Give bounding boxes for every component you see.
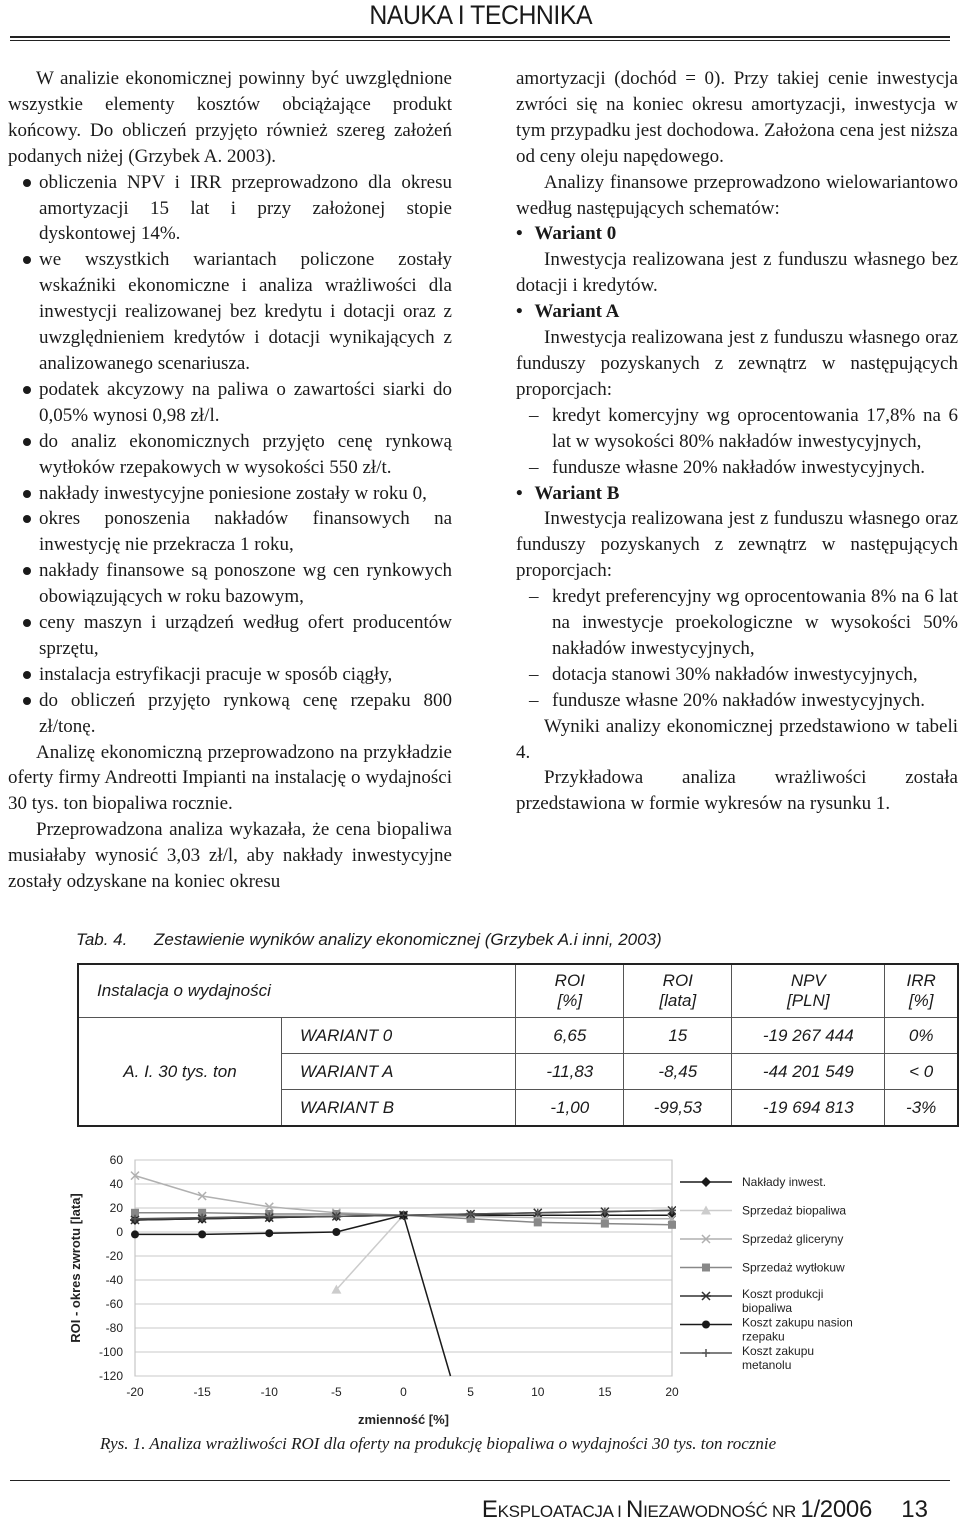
y-tick-label: 60 xyxy=(109,1153,123,1167)
table-cell: -3% xyxy=(885,1090,958,1127)
results-paragraph: Wyniki analizy ekonomicznej przedstawiono w tabeli 4. xyxy=(516,715,958,763)
assumption-bullet: nakłady inwestycyjne poniesione zostały w roku 0, xyxy=(8,481,452,507)
x-tick-label: 20 xyxy=(665,1385,679,1399)
y-tick-label: -120 xyxy=(98,1369,123,1383)
legend-label: metanolu xyxy=(742,1358,792,1372)
table-header-row xyxy=(78,964,958,1018)
x-tick-label: -10 xyxy=(260,1385,278,1399)
data-point xyxy=(601,1220,609,1228)
data-point xyxy=(265,1229,273,1237)
variant-a-item: – fundusze własne 20% nakładów inwestycyjnych. xyxy=(516,455,958,481)
table-cell: 0% xyxy=(885,1018,958,1054)
table-cell: -1,00 xyxy=(516,1090,624,1127)
x-tick-label: 5 xyxy=(467,1385,474,1399)
x-tick-label: -5 xyxy=(331,1385,342,1399)
assumption-bullet: we wszystkich wariantach policzone zostały wskaźniki ekonomiczne i analiza wrażliwości dla inwestycji realizowanej bez kredytu i dotacji oraz z uwzględnieniem kredytów i dotacji wynikających z analizowanego scenariusza. xyxy=(8,247,452,377)
y-tick-label: -100 xyxy=(98,1345,123,1359)
y-tick-label: 0 xyxy=(116,1225,123,1239)
legend-marker xyxy=(702,1321,710,1329)
series-line xyxy=(336,1215,403,1289)
table-cell: 15 xyxy=(624,1018,732,1054)
plot-frame xyxy=(135,1160,672,1376)
analysis-paragraph: Analizę ekonomiczną przeprowadzono na przykładzie oferty firmy Andreotti Impianti na instalację o wydajności 30 tys. ton biopaliwa rocznie. xyxy=(8,741,452,815)
sensitivity-paragraph: Przykładowa analiza wrażliwości została przedstawiona w formie wykresów na rysunku 1. xyxy=(516,767,958,815)
variant-b-text: Inwestycja realizowana jest z funduszu własnego oraz funduszy pozyskanych z zewnątrz w następujących proporcjach: xyxy=(516,508,958,582)
table-row xyxy=(78,1018,958,1054)
page-number: 13 xyxy=(901,1496,928,1523)
variant-a-heading: • Wariant A xyxy=(516,299,958,325)
data-point xyxy=(332,1228,340,1236)
assumption-bullet: nakłady finansowe są ponoszone wg cen rynkowych obowiązujących w roku bazowym, xyxy=(8,558,452,610)
footer-rule xyxy=(10,1480,950,1481)
table-cell: < 0 xyxy=(885,1054,958,1090)
column-header: IRR [%] xyxy=(885,964,958,1018)
bullet-icon xyxy=(23,256,31,264)
legend-label: biopaliwa xyxy=(742,1301,793,1315)
legend-marker xyxy=(702,1264,710,1272)
dash-icon: – xyxy=(529,689,539,711)
intro-paragraph: W analizie ekonomicznej powinny być uwzględnione wszystkie elementy kosztów obciążające produkt końcowy. Do obliczeń przyjęto również szereg założeń podanych niżej (Grzybek A. 2003). xyxy=(8,68,452,167)
table-cell: 6,65 xyxy=(516,1018,624,1054)
legend-label: Koszt zakupu nasion xyxy=(742,1315,853,1330)
sensitivity-chart xyxy=(60,1150,960,1430)
journal-footer: EKSPLOATACJA I NIEZAWODNOŚĆ NR 1/2006 xyxy=(481,1496,872,1523)
table-caption-label: Tab. 4. xyxy=(76,930,128,949)
table-caption-text: Zestawienie wyników analizy ekonomicznej (Grzybek A.i inni, 2003) xyxy=(154,930,662,949)
variant-b-item: – kredyt preferencyjny wg oprocentowania 8% na 6 lat na inwestycje proekologiczne w wysokości 50% nakładów inwestycyjnych, xyxy=(529,586,958,659)
left-column xyxy=(8,66,452,895)
x-tick-label: -15 xyxy=(193,1385,211,1399)
y-tick-label: -80 xyxy=(105,1321,123,1335)
legend-label: Nakłady inwest. xyxy=(742,1175,827,1189)
data-point xyxy=(198,1230,206,1238)
legend-label: rzepaku xyxy=(742,1329,785,1344)
variant-cell: WARIANT B xyxy=(282,1090,516,1127)
variant-b-heading: • Wariant B xyxy=(516,481,958,507)
assumption-bullet: do analiz ekonomicznych przyjęto cenę rynkową wytłoków rzepakowych w wysokości 550 zł/t. xyxy=(8,429,452,481)
y-axis-label: ROI - okres zwrotu [lata] xyxy=(68,1193,83,1343)
data-point xyxy=(534,1218,542,1226)
dash-icon: – xyxy=(529,456,539,478)
variant-b-item: – dotacja stanowi 30% nakładów inwestycyjnych, xyxy=(516,662,958,688)
continuation-paragraph: amortyzacji (dochód = 0). Przy takiej cenie inwestycja zwróci się na koniec okresu amortyzacji, inwestycja w tym przypadku jest dochodowa. Założona cena jest niższa od ceny oleju napędowego. xyxy=(516,68,958,167)
table-cell: -19 267 444 xyxy=(732,1018,885,1054)
x-tick-label: 15 xyxy=(598,1385,612,1399)
result-paragraph: Przeprowadzona analiza wykazała, że cena biopaliwa musiałaby wynosić 3,03 zł/l, aby nakłady inwestycyjne zostały odzyskane na koniec okresu xyxy=(8,819,452,893)
column-header: ROI [lata] xyxy=(624,964,732,1018)
figure-caption: Rys. 1. Analiza wrażliwości ROI dla oferty na produkcję biopaliwa o wydajności 30 tys. ton rocznie xyxy=(100,1434,777,1453)
table-cell: -11,83 xyxy=(516,1054,624,1090)
header-rule xyxy=(10,36,950,38)
assumption-bullet: ceny maszyn i urządzeń według ofert producentów sprzętu, xyxy=(8,610,452,662)
bullet-icon xyxy=(23,515,31,523)
variant-a-item: – kredyt komercyjny wg oprocentowania 17,8% na 6 lat w wysokości 80% nakładów inwestycyjnych, xyxy=(529,404,958,452)
x-tick-label: -20 xyxy=(126,1385,144,1399)
row-group-label: A. I. 30 tys. ton xyxy=(78,1018,282,1127)
dash-icon: – xyxy=(529,404,539,426)
dash-icon: – xyxy=(529,586,539,608)
assumption-bullet: do obliczeń przyjęto rynkową cenę rzepaku 800 zł/tonę. xyxy=(8,688,452,740)
y-tick-label: -40 xyxy=(105,1273,123,1287)
running-header: NAUKA I TECHNIKA xyxy=(369,0,592,30)
bullet-icon: • xyxy=(516,301,523,323)
schemes-paragraph: Analizy finansowe przeprowadzono wielowariantowo według następujących schematów: xyxy=(516,171,958,219)
assumption-bullet: okres ponoszenia nakładów finansowych na inwestycję nie przekracza 1 roku, xyxy=(8,506,452,558)
bullet-icon xyxy=(23,179,31,187)
bullet-icon: • xyxy=(516,482,523,504)
x-axis-label: zmienność [%] xyxy=(357,1412,450,1427)
table-header-label: Instalacja o wydajności xyxy=(78,964,516,1018)
bullet-icon xyxy=(23,438,31,446)
assumption-bullet: obliczenia NPV i IRR przeprowadzono dla okresu amortyzacji 15 lat i przy założonej stopie dyskontowej 14%. xyxy=(8,170,452,248)
legend-label: Koszt zakupu xyxy=(742,1344,815,1358)
dash-icon: – xyxy=(529,663,539,685)
y-tick-label: 40 xyxy=(109,1177,123,1191)
bullet-icon xyxy=(23,567,31,575)
legend-label: Sprzedaż wytłokuw xyxy=(742,1260,845,1275)
variant-cell: WARIANT 0 xyxy=(282,1018,516,1054)
variant-0-heading: • Wariant 0 xyxy=(516,221,958,247)
bullet-icon xyxy=(23,697,31,705)
column-header: ROI [%] xyxy=(516,964,624,1018)
bullet-icon xyxy=(23,386,31,394)
right-column xyxy=(516,66,958,817)
legend-label: Sprzedaż gliceryny xyxy=(742,1232,844,1246)
y-tick-label: -20 xyxy=(105,1249,123,1263)
bullet-icon xyxy=(23,671,31,679)
variant-a-text: Inwestycja realizowana jest z funduszu własnego oraz funduszy pozyskanych z zewnątrz w następujących proporcjach: xyxy=(516,327,958,400)
legend-label: Koszt produkcji xyxy=(742,1287,824,1301)
header-rule-thin xyxy=(10,40,950,41)
assumption-bullet: instalacja estryfikacji pracuje w sposób ciągły, xyxy=(8,662,452,688)
variant-cell: WARIANT A xyxy=(282,1054,516,1090)
variant-0-text: Inwestycja realizowana jest z funduszu własnego bez dotacji i kredytów. xyxy=(516,249,958,297)
data-point xyxy=(668,1221,676,1229)
x-tick-label: 0 xyxy=(400,1385,407,1399)
data-point xyxy=(131,1230,139,1238)
x-tick-label: 10 xyxy=(531,1385,545,1399)
table-caption xyxy=(76,930,662,950)
bullet-icon xyxy=(23,619,31,627)
assumption-bullet: podatek akcyzowy na paliwa o zawartości siarki do 0,05% wynosi 0,98 zł/l. xyxy=(8,377,452,429)
legend-label: Sprzedaż biopaliwa xyxy=(742,1203,847,1218)
table-cell: -19 694 813 xyxy=(732,1090,885,1127)
column-header: NPV [PLN] xyxy=(732,964,885,1018)
y-tick-label: -60 xyxy=(105,1297,123,1311)
results-table xyxy=(77,963,959,1127)
table-cell: -99,53 xyxy=(624,1090,732,1127)
table-cell: -44 201 549 xyxy=(732,1054,885,1090)
bullet-icon xyxy=(23,490,31,498)
y-tick-label: 20 xyxy=(109,1201,123,1215)
bullet-icon: • xyxy=(516,223,523,245)
table-cell: -8,45 xyxy=(624,1054,732,1090)
variant-b-item: – fundusze własne 20% nakładów inwestycyjnych. xyxy=(516,688,958,714)
